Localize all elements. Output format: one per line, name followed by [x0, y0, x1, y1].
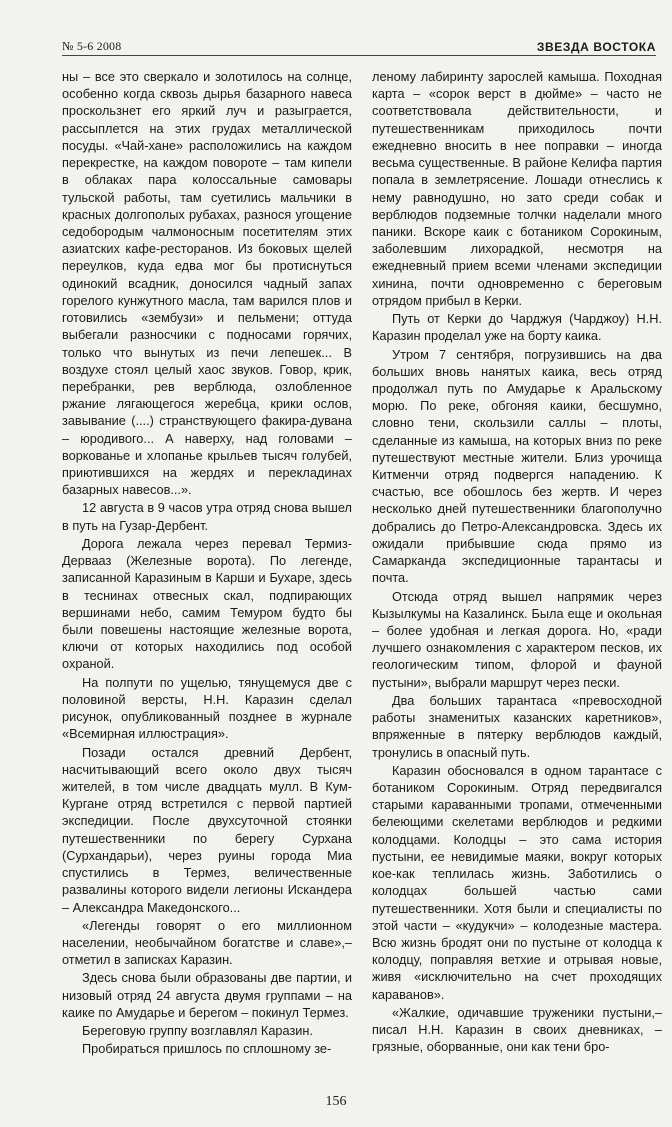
- paragraph: Пробираться пришлось по сплошному зе-: [82, 1041, 332, 1057]
- paragraph: Каразин обосновался в одном тарантасе с ботаником Сорокиным. Отряд передвигался старыми караванными тропами, отмеченными белеющими скелетами верблюдов и редкими колодцами. Колодцы – это сама история пустыни, ее невидимые маяки, вокруг которых кое-как теплилась жизнь. Заботились о колодцах большей частью сами путешественники. Хотя были и специалисты по этой части – «кудукчи» – колодезные мастера. Всю жизнь бродят они по пустыне от колодца к колодцу, поправляя ветхие и отрывая новые, живя «исключительно на счет проходящих караванов».: [372, 762, 662, 1002]
- paragraph: Путь от Керки до Чарджуя (Чарджоу) Н.Н. Каразин проделал уже на борту каика.: [372, 311, 662, 344]
- paragraph: Позади остался древний Дербент, насчитывающий всего около двух тысяч жителей, в том числе двадцать мулл. В Кум-Кургане отряд встретился с первой партией экспедиции. После двухсуточной стоянки путешественники по берегу Сурхана (Сурхандарьи), через руины города Миа спустились в Термез, величественные развалины которого видели легионы Искандера – Александра Македонского...: [62, 744, 352, 915]
- left-column: [62, 68, 352, 1058]
- page-number: 156: [325, 1094, 347, 1109]
- header-rule: [62, 55, 656, 56]
- paragraph: Отсюда отряд вышел напрямик через Кызылкумы на Казалинск. Была еще и окольная – более удобная и легкая дорога. Но, «ради лучшего ознакомления с характером песков, их геологическим типом, флорой и фауной пустыни», выбрали маршрут через пески.: [372, 588, 662, 690]
- paragraph: Береговую группу возглавлял Каразин.: [82, 1023, 314, 1039]
- issue-number: № 5-6 2008: [62, 39, 122, 53]
- paragraph: Два больших тарантаса «превосходной работы знаменитых казанских каретников», впряженные в пятерку верблюдов каждый, тронулись в опасный путь.: [372, 692, 662, 760]
- paragraph: ны – все это сверкало и золотилось на солнце, особенно когда сквозь дырья базарного навеса проскользнет его яркий луч и разыграется, рассыплется на этих грудах металлической посуды. «Чай-хане» расположились на каждом перекрестке, на каждом повороте – там кипели в облаках пара колоссальные самовары тульской работы, там суетились мальчики в красных долгополых рубахах, разнося угощение седобородым чалмоносным посетителям этих азиатских кафе-ресторанов. Из боковых щелей переулков, куда едва мог бы протиснуться одинокий всадник, доносился чадный запах горелого кунжутного масла, там варился плов и готовились «зембузи» и пельмени; оттуда выбегали разносчики с подносами горячих, только что вынутых из печи лепешек... В воздухе стоял целый хаос звуков. Говор, крик, перебранки, рев верблюда, озлобленное ржание лягающегося жеребца, крики ослов, завывание (....) странствующего факира-дувана – юродивого... А наверху, над головами – воркованье и хлопанье крыльев тысяч голубей, приютившихся на жердях и перекладинах базарных навесов...».: [62, 69, 352, 498]
- paragraph: Дорога лежала через перевал Термиз-Дервааз (Железные ворота). По легенде, записанной Каразиным в Карши и Бухаре, здесь в теснинах отвесных скал, подпирающих вершинами небо, самим Темуром будто бы были повешены настоящие железные ворота, ключи от которых находились под особой охраной.: [62, 535, 352, 672]
- paragraph: леному лабиринту зарослей камыша. Походная карта – «сорок верст в дюйме» – часто не соответствовала действительности, и путешественникам приходилось почти ежедневно вносить в нее поправки – иногда весьма существенные. В районе Келифа партия попала в землетрясение. Лошади отнеслись к нему равнодушно, но зато среди собак и верблюдов подземные толчки наделали много паники. Вскоре каик с ботаником Сорокиным, заболевшим лихорадкой, несмотря на ежедневный прием всеми членами экспедиции хинина, почти одновременно с береговым отрядом прибыл в Керки.: [372, 69, 662, 308]
- journal-title: ЗВЕЗДА ВОСТОКА: [536, 40, 656, 54]
- right-column: [372, 68, 662, 1056]
- paragraph: Утром 7 сентября, погрузившись на два больших вновь нанятых каика, весь отряд продолжал путь по Амударье к Аральскому морю. По реке, обгоняя каики, бесшумно, словно тени, скользили саллы – плоты, сделанные из камыша, на которых вниз по реке путешествуют местные жители. Близ урочища Китменчи отряд подвергся нападению. К счастью, все обошлось без жертв. И через несколько дней путешественники благополучно добрались до Петро-Александровска. Здесь их ожидали прибывшие сюда прямо из Самарканда экспедиционные тарантасы и почта.: [372, 346, 662, 586]
- paragraph: Здесь снова были образованы две партии, и низовый отряд 24 августа двумя группами – на каике по Амударье и берегом – покинул Термез.: [62, 970, 352, 1020]
- paragraph: На полпути по ущелью, тянущемуся две с половиной версты, Н.Н. Каразин сделал рисунок, опубликованный позднее в журнале «Всемирная иллюстрация».: [62, 674, 352, 742]
- paragraph: «Легенды говорят о его миллионном населении, необычайном богатстве и славе»,– отметил в записках Каразин.: [62, 917, 352, 968]
- running-header: [62, 34, 656, 54]
- paragraph: 12 августа в 9 часов утра отряд снова вышел в путь на Гузар-Дербент.: [62, 500, 352, 533]
- paragraph: «Жалкие, одичавшие труженики пустыни,– писал Н.Н. Каразин в своих дневниках, – грязные, оборванные, они как тени бро-: [372, 1004, 662, 1055]
